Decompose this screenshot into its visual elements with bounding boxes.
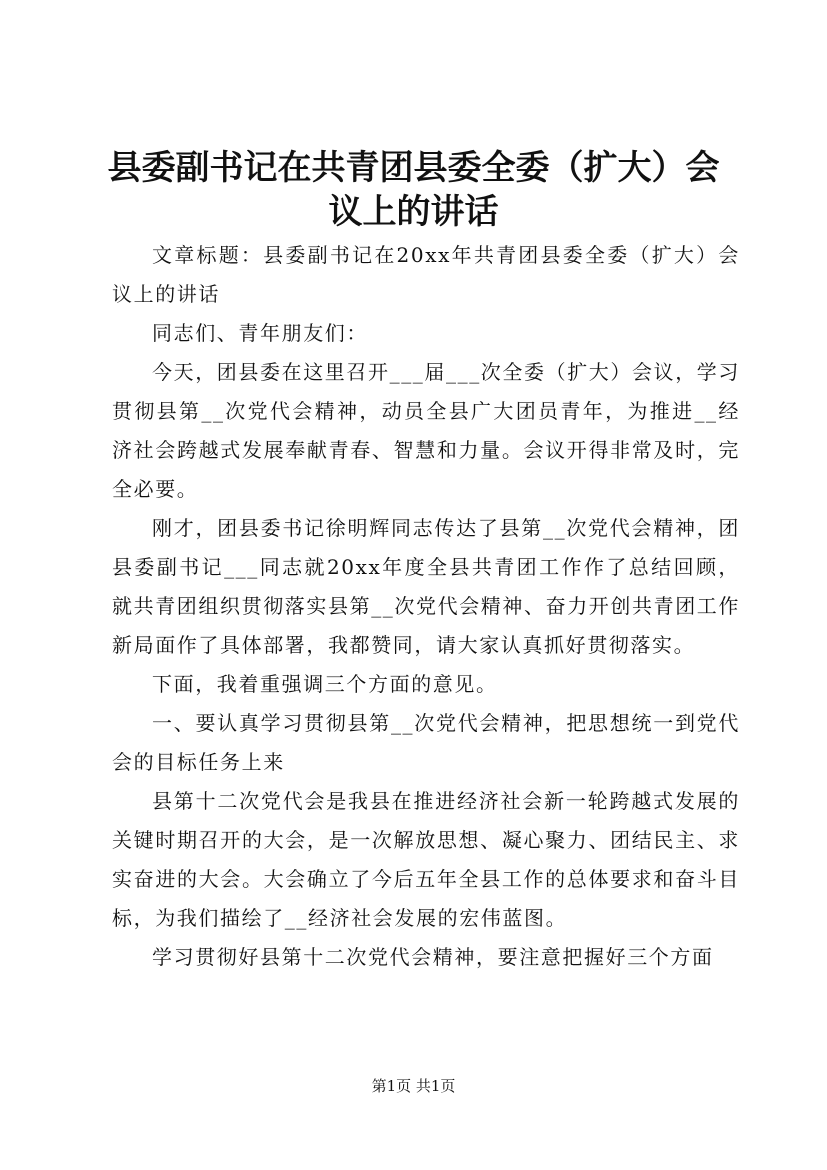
page-footer: 第1页 共1页 — [371, 1077, 456, 1095]
paragraph-intro-points: 下面，我着重强调三个方面的意见。 — [152, 672, 498, 696]
paragraph-salutation: 同志们、青年朋友们： — [152, 321, 368, 345]
document-body — [112, 236, 740, 977]
paragraph-congress: 县第十二次党代会是我县在推进经济社会新一轮跨越式发展的关键时期召开的大会，是一次解放思想、凝心聚力、团结民主、求实奋进的大会。大会确立了今后五年全县工作的总体要求和奋斗目标，为我们描绘了__经济社会发展的宏伟蓝图。 — [112, 789, 740, 930]
document-title: 县委副书记在共青团县委全委（扩大）会议上的讲话 — [107, 148, 720, 232]
paragraph-review: 刚才，团县委书记徐明辉同志传达了县第__次党代会精神，团县委副书记___同志就20xx年度全县共青团工作作了总结回顾，就共青团组织贯彻落实县第__次党代会精神、奋力开创共青团工作新局面作了具体部署，我都赞同，请大家认真抓好贯彻落实。 — [112, 516, 740, 657]
section-heading-one: 一、要认真学习贯彻县第__次党代会精神，把思想统一到党代会的目标任务上来 — [112, 711, 740, 774]
paragraph-opening: 今天，团县委在这里召开___届___次全委（扩大）会议，学习贯彻县第__次党代会精神，动员全县广大团员青年，为推进__经济社会跨越式发展奉献青春、智慧和力量。会议开得非常及时，完全必要。 — [112, 360, 740, 501]
paragraph-study: 学习贯彻好县第十二次党代会精神，要注意把握好三个方面 — [152, 945, 714, 969]
paragraph-article-title: 文章标题：县委副书记在20xx年共青团县委全委（扩大）会议上的讲话 — [112, 243, 740, 306]
